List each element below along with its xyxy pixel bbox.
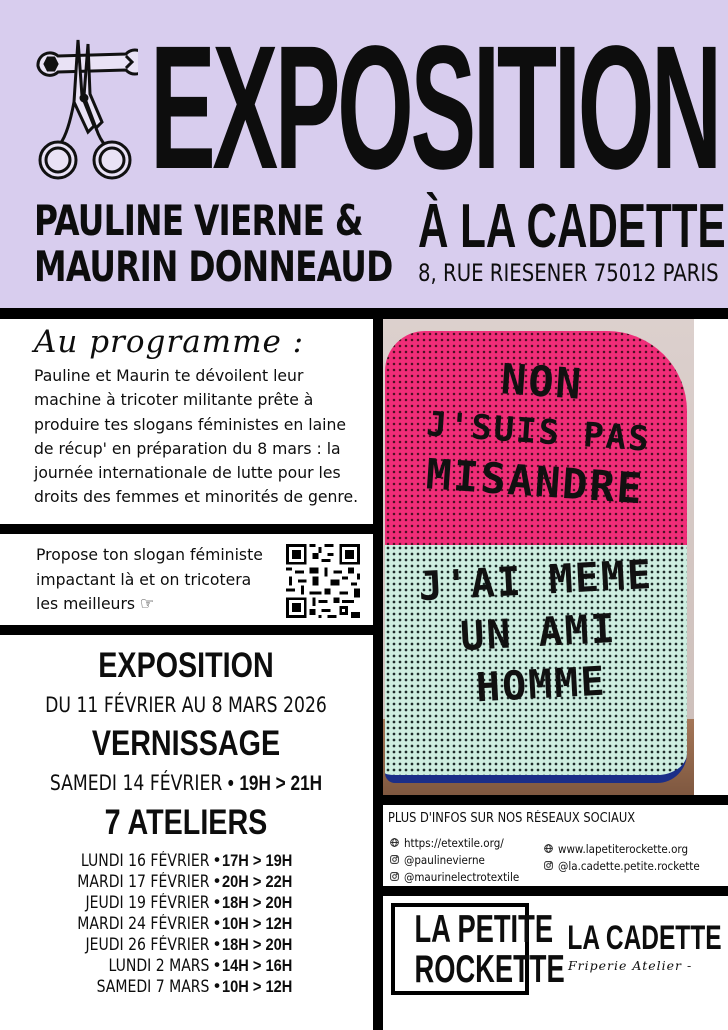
logo-line: LA PETITE [414,908,554,951]
program-line: produire tes slogans féministes en laine [34,414,347,434]
vernissage-heading: VERNISSAGE [91,724,281,763]
venue-name: À LA CADETTE [418,192,726,261]
artist-line: MAURIN DONNEAUD [34,242,393,291]
knit-slogan-top [383,346,694,517]
atelier-time: 10H > 12H [222,976,293,996]
social-link-text[interactable]: @paulinevierne [404,852,485,867]
slogan-call-text [36,543,266,617]
slogan-line: les meilleurs ☞ [36,594,155,613]
separator-dot: • [227,772,234,795]
separator-dot: • [214,914,220,932]
vernissage-time: 19H > 21H [239,772,323,795]
artist-line: PAULINE VIERNE & [34,196,363,245]
header-banner [0,0,728,308]
artists-names [34,196,393,291]
separator-dot: • [214,977,220,995]
knit-line: J'SUIS PAS [425,404,652,460]
logo-line: ROCKETTE [414,948,565,991]
slogan-line: Propose ton slogan féministe [36,545,263,564]
la-petite-rockette-logo [391,903,565,995]
venue-address: 8, RUE RIESENER 75012 PARIS [418,259,719,287]
globe-icon [544,844,553,853]
divider-photo [373,795,728,805]
ateliers-list [0,850,372,997]
knitted-banner-photo [383,319,694,795]
atelier-date: MARDI 24 FÉVRIER [77,914,210,933]
program-line: machine à tricoter militante prête à [34,390,314,410]
social-link-text[interactable]: www.lapetiterockette.org [558,841,689,856]
socials-title: PLUS D'INFOS SUR NOS RÉSEAUX SOCIAUX [388,811,636,826]
atelier-row [0,850,372,871]
atelier-date: MARDI 17 FÉVRIER [77,872,210,891]
social-link-pauline[interactable] [390,851,532,868]
divider-vertical [373,308,383,1030]
program-line: droits des femmes et minorités de genre. [34,487,359,507]
social-link-text[interactable]: https://etextile.org/ [404,835,504,850]
program-section [34,322,374,510]
atelier-time: 10H > 12H [222,913,293,933]
social-link-text[interactable]: @maurinelectrotextile [404,869,520,884]
atelier-row [0,892,372,913]
socials-left [390,834,532,885]
knit-line: J'AI MEME [417,551,655,611]
globe-icon [390,838,399,847]
atelier-time: 20H > 22H [222,871,293,891]
atelier-row [0,934,372,955]
program-line: Pauline et Maurin te dévoilent leur [34,366,304,385]
atelier-row [0,955,372,976]
social-link-website[interactable] [544,840,715,857]
exposition-heading: EXPOSITION [98,646,274,685]
socials-section [388,810,718,884]
atelier-date: LUNDI 16 FÉVRIER [80,851,210,870]
knit-line: NON [499,354,585,409]
atelier-row [0,976,372,997]
separator-dot: • [214,872,220,890]
ateliers-heading: 7 ATELIERS [104,803,268,842]
atelier-time: 17H > 19H [222,850,293,870]
divider-program [0,524,373,534]
program-line: de récup' en préparation du 8 mars : la [34,438,341,458]
knit-line: MISANDRE [424,449,646,514]
program-line: journée internationale de lutte pour les [34,463,341,483]
atelier-row [0,913,372,934]
atelier-time: 14H > 16H [222,955,293,975]
schedule-section [0,646,372,843]
socials-right [544,840,715,874]
vernissage-datetime [33,764,338,803]
exposition-title: EXPOSITION [150,10,719,206]
la-cadette-logo [545,918,722,974]
social-link-maurin[interactable] [390,868,532,885]
atelier-row [0,871,372,892]
divider-socials [373,886,728,896]
program-title: Au programme : [34,324,305,360]
exposition-dates: DU 11 FÉVRIER AU 8 MARS 2026 [45,693,327,717]
separator-dot: • [214,935,220,953]
atelier-time: 18H > 20H [222,892,293,912]
cadette-name: LA CADETTE [567,919,722,957]
social-link-etextile[interactable] [390,834,532,851]
atelier-date: LUNDI 2 MARS [108,956,210,975]
instagram-icon [544,861,553,870]
instagram-icon [390,872,399,881]
atelier-time: 18H > 20H [222,934,293,954]
knit-slogan-bottom [383,547,694,719]
divider-top [0,308,728,319]
slogan-line: impactant là et on tricotera [36,569,252,589]
atelier-date: JEUDI 26 FÉVRIER [85,935,210,954]
atelier-date: JEUDI 19 FÉVRIER [85,893,210,912]
social-link-cadette[interactable] [544,857,715,874]
cadette-subtitle: - Friperie Atelier - [557,958,693,973]
qr-code-icon[interactable] [286,544,360,618]
atelier-date: SAMEDI 7 MARS [96,977,210,996]
scissors-wrench-icon [34,36,138,186]
separator-dot: • [214,851,220,869]
knit-line: UN AMI [459,605,618,661]
separator-dot: • [214,893,220,911]
separator-dot: • [214,956,220,974]
social-link-text[interactable]: @la.cadette.petite.rockette [558,858,700,873]
divider-slogan [0,625,373,635]
vernissage-date: SAMEDI 14 FÉVRIER [49,771,223,795]
knit-line: HOMME [474,658,608,712]
instagram-icon [390,855,399,864]
program-description [34,364,360,510]
